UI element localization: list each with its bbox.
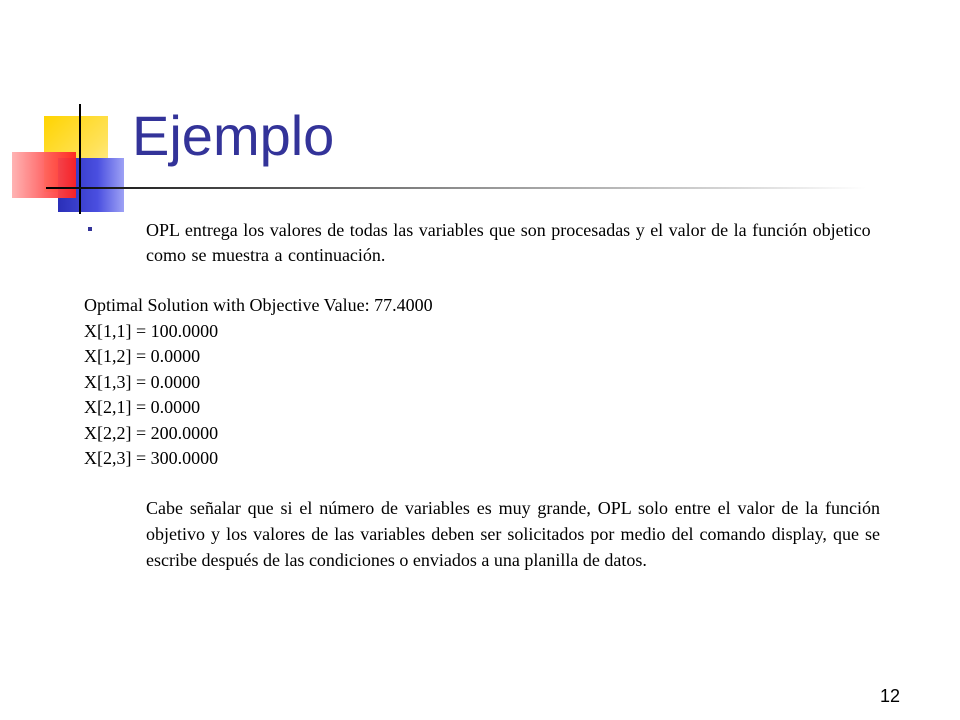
result-line: X[1,3] = 0.0000 (84, 371, 201, 392)
result-line: X[1,2] = 0.0000 (84, 346, 201, 366)
decorative-logo-squares (0, 0, 140, 230)
bullet-text: OPL entrega los valores de todas las variables que son procesadas y el valor de la función objetico como se muestra a continuación. (146, 220, 871, 265)
logo-vertical-line (79, 104, 81, 214)
page-number: 12 (879, 686, 900, 706)
result-line: X[1,1] = 100.0000 (84, 320, 219, 341)
title-underline (46, 187, 866, 189)
results-list (84, 293, 433, 472)
result-line: X[2,2] = 200.0000 (84, 422, 219, 443)
note-paragraph: Cabe señalar que si el número de variables es muy grande, OPL solo entre el valor de la función objetivo y los valores de las variables deben ser solicitados por medio del comando display, que se escribe después de las condiciones o enviados a una planilla de datos. (146, 498, 880, 570)
result-objective-line: Optimal Solution with Objective Value: 77.4000 (84, 295, 433, 315)
bullet-square-icon (88, 227, 92, 231)
result-line: X[2,3] = 300.0000 (84, 448, 219, 468)
result-line: X[2,1] = 0.0000 (84, 397, 201, 417)
slide-title: Ejemplo (132, 104, 335, 167)
logo-red-square (12, 152, 76, 198)
bullet-item (84, 218, 884, 268)
